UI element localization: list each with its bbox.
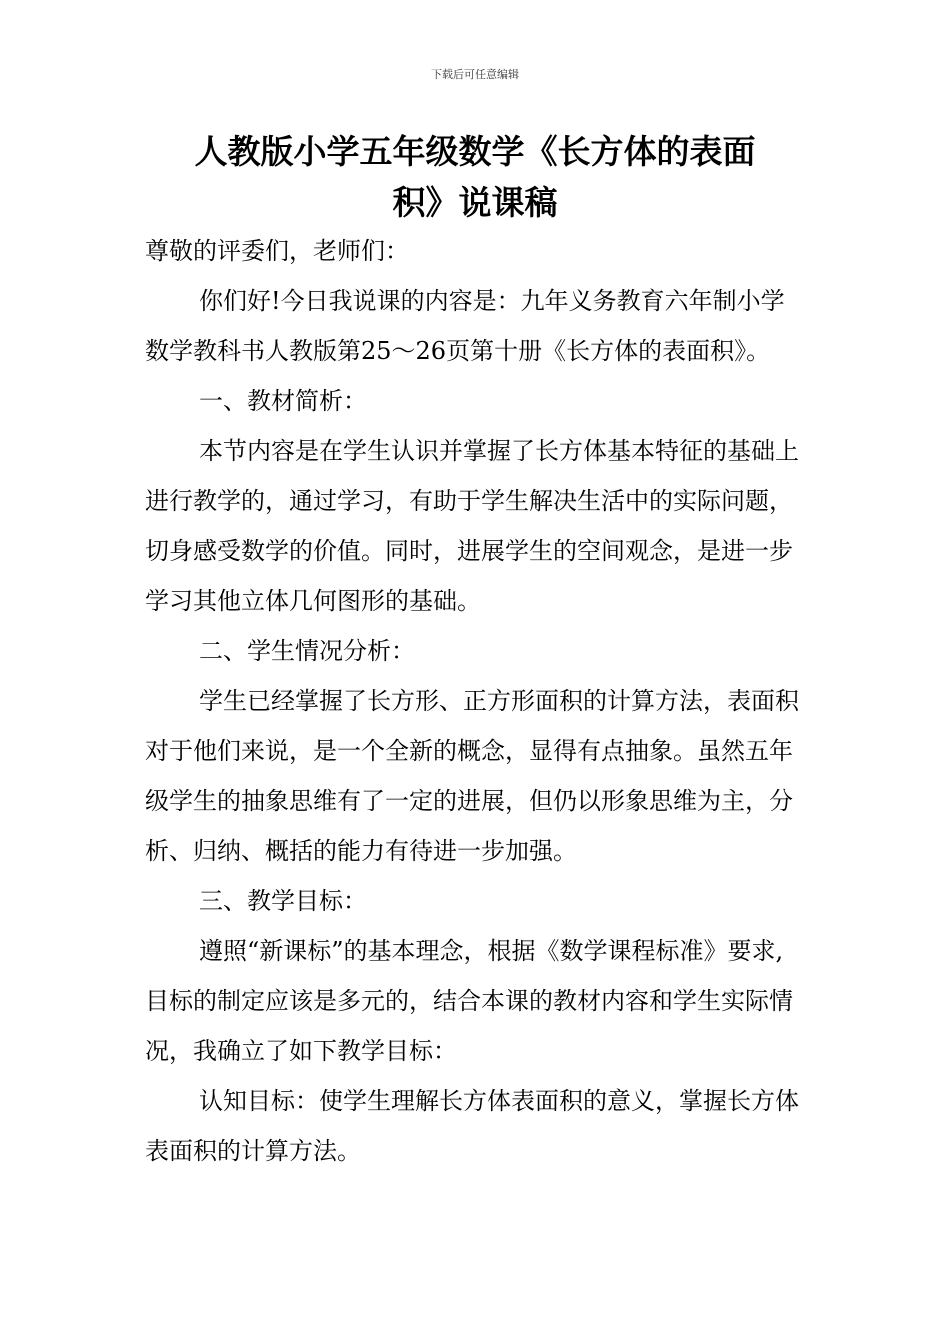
paragraph-textbook-analysis: 本节内容是在学生认识并掌握了长方体基本特征的基础上进行教学的，通过学习，有助于学生解决生活中的实际问题，切身感受数学的价值。同时，进展学生的空间观念，是进一步学习其他立体几何图形的基础。 [145, 437, 799, 615]
header-note: 下载后可任意编辑 [431, 68, 519, 81]
paragraph-intro: 你们好!今日我说课的内容是：九年义务教育六年制小学数学教科书人教版第25～26页第十册《长方体的表面积》。 [145, 287, 785, 365]
title-line-2: 积》说课稿 [392, 183, 558, 222]
heading-textbook-analysis: 一、教材简析： [199, 387, 367, 415]
salutation: 尊敬的评委们，老师们： [145, 237, 409, 265]
title-line-1: 人教版小学五年级数学《长方体的表面 [194, 132, 756, 171]
paragraph-cognitive-goal: 认知目标：使学生理解长方体表面积的意义，掌握长方体表面积的计算方法。 [145, 1087, 799, 1165]
document-body [145, 226, 807, 1176]
paragraph-teaching-goals: 遵照“新课标”的基本理念，根据《数学课程标准》要求,目标的制定应该是多元的，结合本课的教材内容和学生实际情况，我确立了如下教学目标： [145, 937, 793, 1065]
heading-teaching-goals: 三、教学目标： [199, 887, 367, 915]
paragraph-student-analysis: 学生已经掌握了长方形、正方形面积的计算方法，表面积对于他们来说，是一个全新的概念，显得有点抽象。虽然五年级学生的抽象思维有了一定的进展，但仍以形象思维为主，分析、归纳、概括的能力有待进一步加强。 [145, 687, 799, 865]
heading-student-analysis: 二、学生情况分析： [199, 637, 415, 665]
document-title [120, 126, 830, 228]
